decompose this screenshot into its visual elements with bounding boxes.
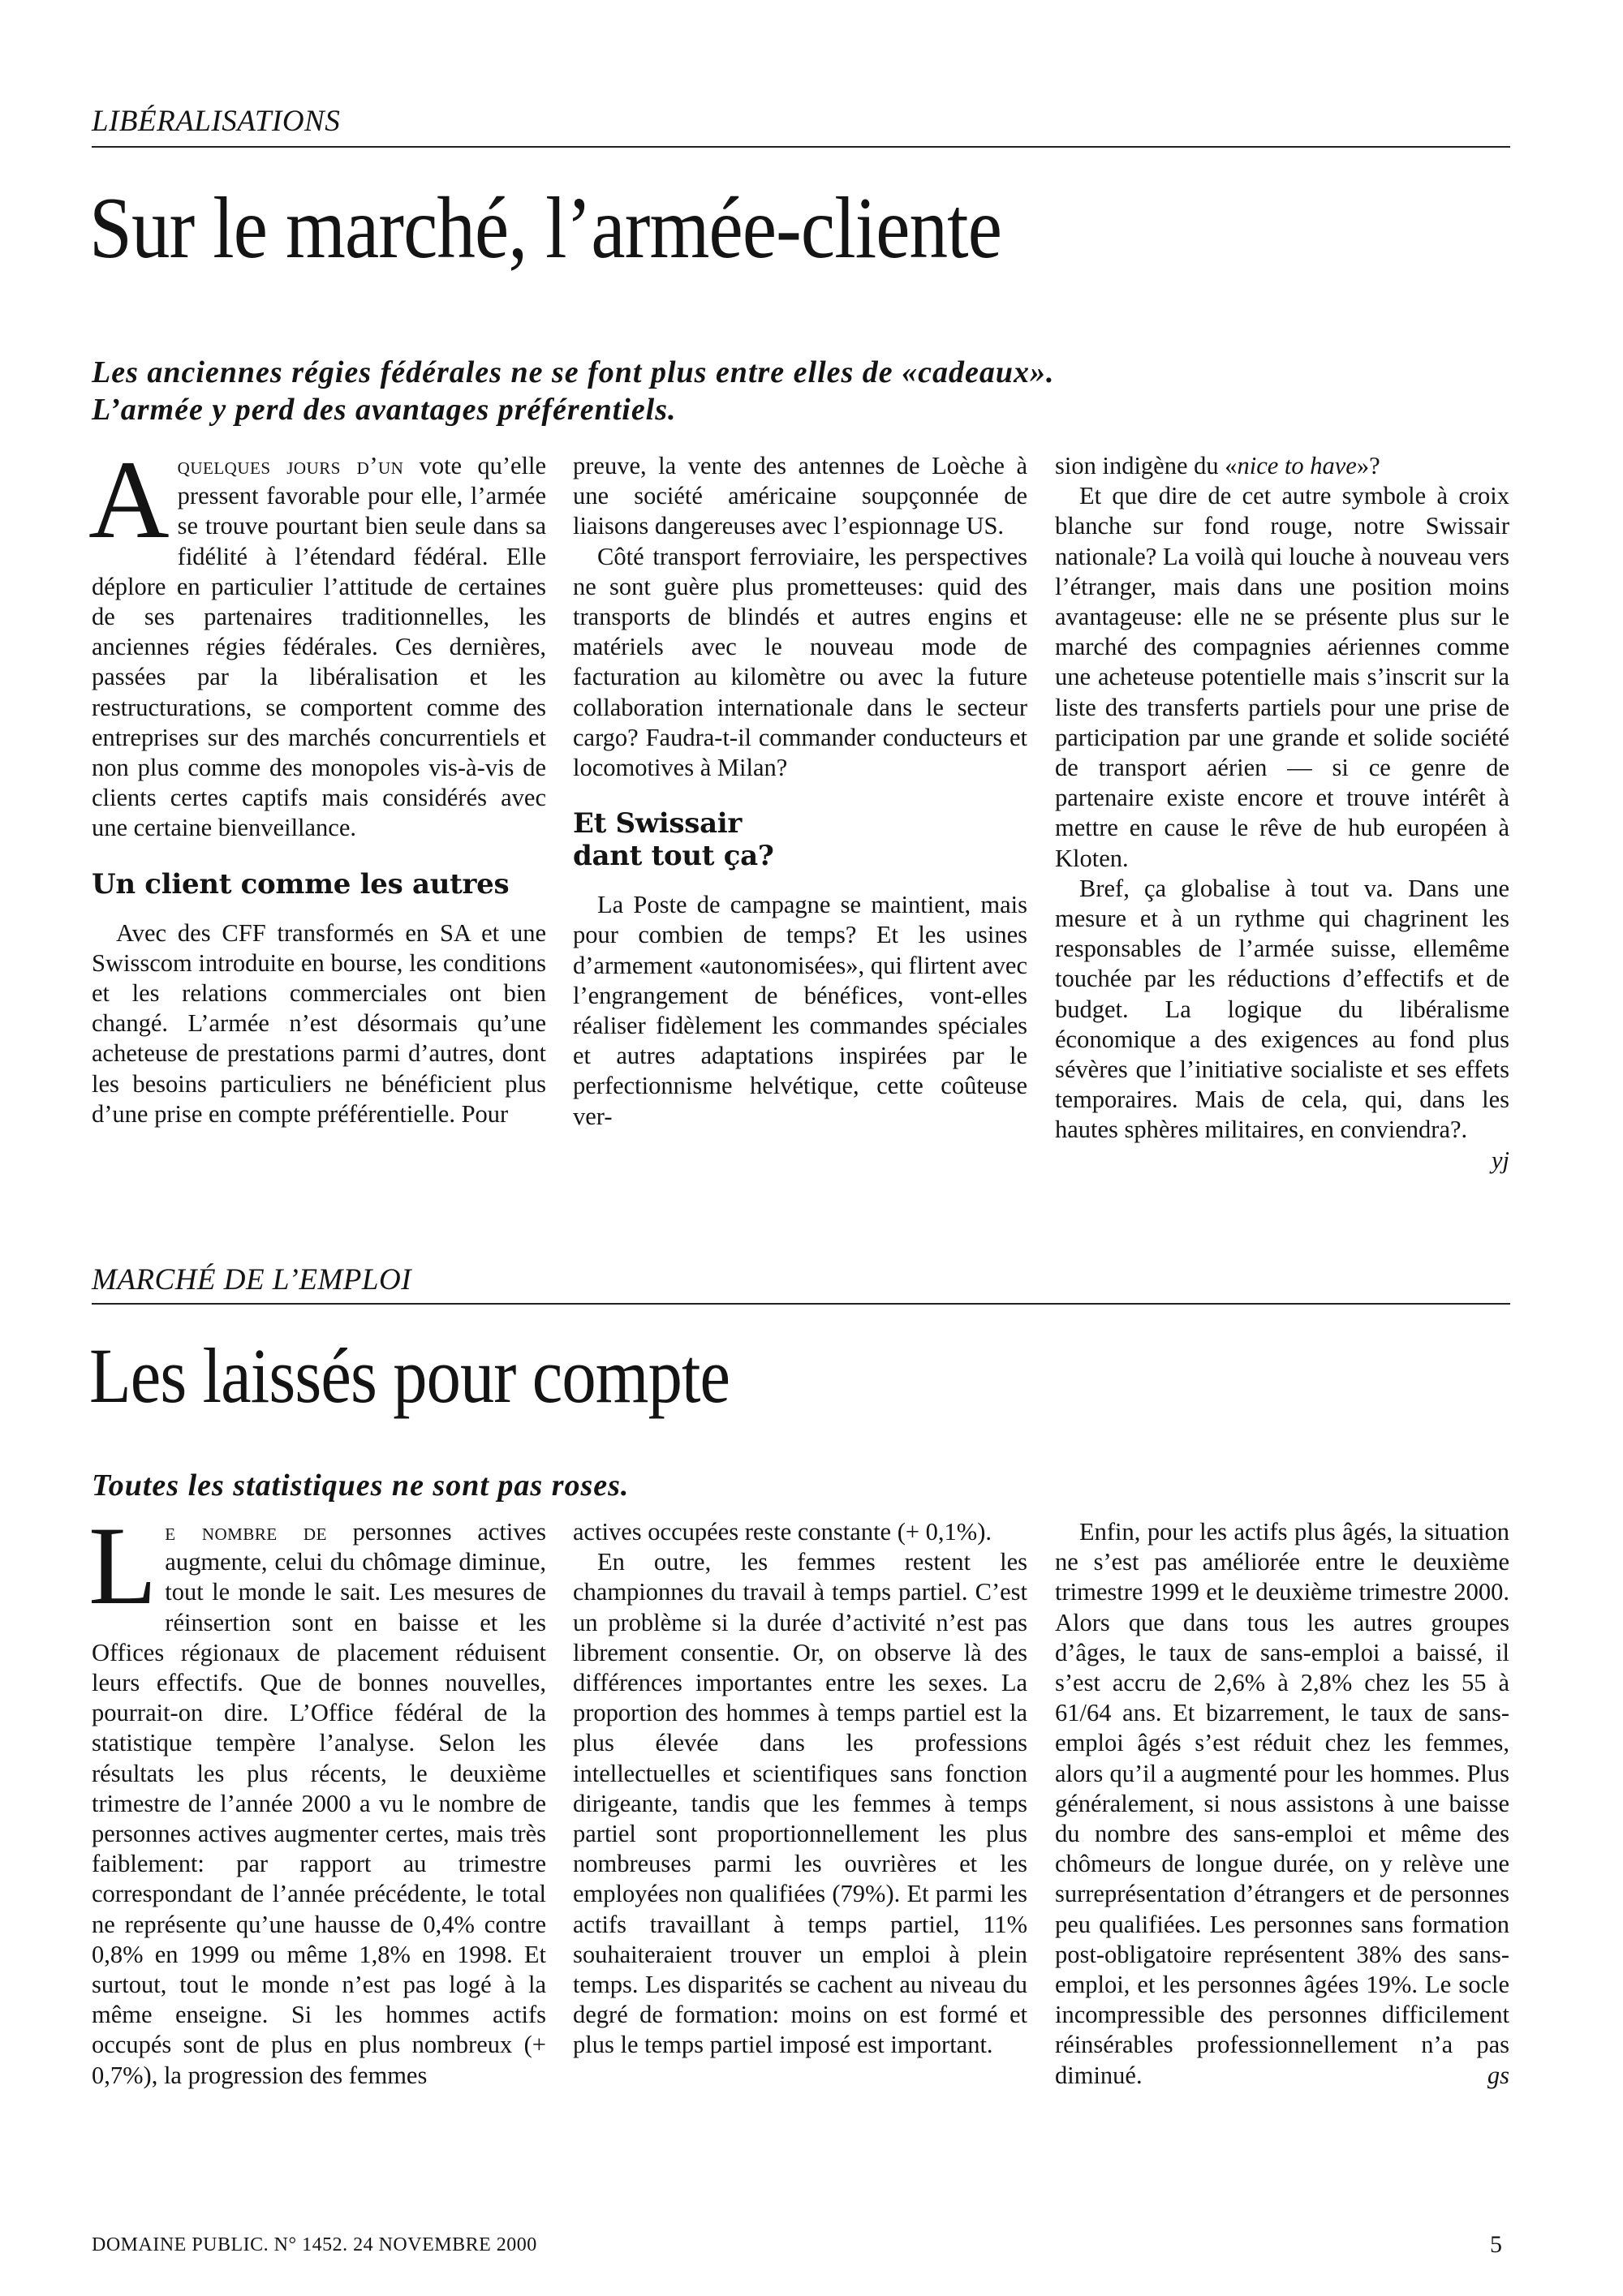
lead-smallcaps: e nombre de — [165, 1518, 327, 1546]
article-column-2 — [573, 451, 1027, 1132]
paragraph-text: Enfin, pour les actifs plus âgés, la situation ne s’est pas améliorée entre le deuxième trimestre 1999 et le deuxième trimestre 2000. Alors que dans tous les autres groupes d’âges, le taux de sans-emploi a baissé, il s’est accru de 2,6% à 2,8% chez les 55 à 61/64 ans. Et bizarrement, le taux de sans-emploi âgés s’est réduit chez les femmes, alors qu’il a augmenté pour les hommes. Plus généralement, si nous assistons à une baisse du nombre des sans-emploi et même des chômeurs de longue durée, on y relève une surreprésentation d’étrangers et de personnes peu qualifiées. Les personnes sans formation post-obligatoire représentent 38% des sans-emploi, et les personnes âgées 19%. Le socle incompressible des personnes difficilement réinsérables professionnellement n’a pas diminué. — [1055, 1518, 1509, 2089]
drop-cap: A — [88, 437, 170, 561]
lead-paragraph — [88, 1503, 546, 2091]
paragraph-text: vote qu’elle pressent favorable pour elle, l’armée se trouve pourtant bien seule dans sa fidélité à l’étendard fédéral. Elle déplore en particulier l’attitude de certaines de ses partenaires traditionnelles, les anciennes régies fédérales. Ces dernières, passées par la libéralisation et les restructurations, se comportent comme des entreprises sur des marchés concurrentiels et non plus comme des monopoles vis-à-vis de clients certes captifs mais considérés avec une certaine bienveillance. — [92, 452, 546, 842]
article-column-3 — [1055, 1517, 1509, 2091]
paragraph-text: »? — [1356, 452, 1380, 479]
article-column-1 — [88, 437, 546, 1129]
paragraph: Et que dire de cet autre symbole à croix blanche sur fond rouge, notre Swissair nationale? La voilà qui louche à nouveau vers l’étranger, mais dans une position moins avantageuse: elle ne se présente plus sur le marché des compagnies aériennes comme une acheteuse potentielle mais s’inscrit sur la liste des transferts partiels pour une prise de participation par une grande et solide société de transport aérien — si ce genre de partenaire existe encore et trouve intérêt à mettre en cause le rêve de hub européen à Kloten. — [1055, 482, 1509, 872]
article-column-1 — [88, 1503, 546, 2091]
standfirst-line: L’armée y perd des avantages préférentiels. — [92, 393, 677, 427]
article-standfirst: Toutes les statistiques ne sont pas roses. — [92, 1468, 630, 1503]
lead-paragraph — [88, 437, 546, 844]
standfirst-line: Les anciennes régies fédérales ne se font plus entre elles de «cadeaux». — [92, 355, 1055, 389]
paragraph: preuve, la vente des antennes de Loèche à une société américaine soupçonnée de liaisons dangereuses avec l’espionnage US. — [573, 452, 1027, 540]
subheading-line: Et Swissair — [573, 807, 743, 841]
publication-footer: DOMAINE PUBLIC. N° 1452. 24 NOVEMBRE 2000 — [92, 2234, 537, 2255]
paragraph-text: sion indigène du « — [1055, 452, 1238, 479]
page-number: 5 — [1490, 2231, 1502, 2258]
article-column-2 — [573, 1517, 1027, 2061]
section-rule — [92, 146, 1510, 148]
section-kicker: MARCHÉ DE L’EMPLOI — [92, 1263, 412, 1296]
section-kicker: LIBÉRALISATIONS — [92, 105, 341, 138]
drop-cap: L — [88, 1503, 157, 1627]
article-headline: Sur le marché, l’armée-cliente — [89, 180, 1002, 277]
article-column-3 — [1055, 451, 1509, 1176]
paragraph: La Poste de campagne se maintient, mais pour combien de temps? Et les usines d’armement «autonomisées», qui flirtent avec l’engrangement de bénéfices, vont-elles réaliser fidèlement les commandes spéciales et autres adaptations inspirées par le perfectionnisme helvétique, cette coûteuse ver- — [573, 891, 1027, 1130]
article-headline: Les laissés pour compte — [89, 1332, 730, 1419]
paragraph — [1055, 451, 1509, 481]
paragraph — [1055, 1517, 1509, 2091]
paragraph-text: personnes actives augmente, celui du chômage diminue, tout le monde le sait. Les mesures de réinsertion sont en baisse et les Offices régionaux de placement réduisent leurs effectifs. Que de bonnes nouvelles, pourrait-on dire. L’Office fédéral de la statistique tempère l’analyse. Selon les résultats les plus récents, le deuxième trimestre de l’année 2000 a vu le nombre de personnes actives augmenter certes, mais très faiblement: par rapport au trimestre correspondant de l’année précédente, le total ne représente qu’une hausse de 0,4% contre 0,8% en 1999 ou même 1,8% en 1998. Et surtout, tout le monde n’est pas logé à la même enseigne. Si les hommes actifs occupés sont de plus en plus nombreux (+ 0,7%), la progression des femmes — [92, 1518, 546, 2089]
subheading-line: dant tout ça? — [573, 840, 774, 873]
article-standfirst — [92, 354, 1520, 428]
paragraph: Côté transport ferroviaire, les perspectives ne sont guère plus prometteuses: quid des transports de blindés et autres engins et matériels avec le nouveau mode de facturation au kilomètre ou avec la future collaboration internationale dans le secteur cargo? Faudra-t-il commander conducteurs et locomotives à Milan? — [573, 542, 1027, 782]
subheading — [573, 807, 1027, 872]
paragraph-text: Bref, ça globalise à tout va. Dans une mesure et à un rythme qui chagrinent les responsables de l’armée suisse, ellemême touchée par les réductions d’effectifs et de budget. La logique du libéralisme économique a des exigences au fond plus sévères que l’initiative socialiste et ses effets temporaires. Mais de cela, qui, dans les hautes sphères militaires, en conviendra?. — [1055, 874, 1509, 1144]
paragraph: En outre, les femmes restent les championnes du travail à temps partiel. C’est un problème si la durée d’activité n’est pas librement consentie. Or, on observe là des différences importantes entre les sexes. La proportion des hommes à temps partiel est la plus élevée dans les professions intellectuelles et scientifiques sans fonction dirigeante, tandis que les femmes à temps partiel sont proportionnellement les plus nombreuses parmi les ouvrières et les employées non qualifiées (79%). Et parmi les actifs travaillant à temps partiel, 11% souhaiteraient trouver un emploi à plein temps. Les disparités se cachent au niveau du degré de formation: moins on est formé et plus le temps partiel imposé est important. — [573, 1548, 1027, 2059]
author-signature: gs — [1487, 2061, 1509, 2089]
subheading: Un client comme les autres — [92, 867, 510, 901]
lead-smallcaps: quelques jours d’un — [177, 452, 404, 479]
paragraph: Avec des CFF transformés en SA et une Swisscom introduite en bourse, les conditions et les relations commerciales ont bien changé. L’armée n’est désormais qu’une acheteuse de prestations parmi d’autres, dont les besoins particuliers ne bénéficient plus d’une prise en compte préférentielle. Pour — [92, 918, 546, 1128]
paragraph: actives occupées reste constante (+ 0,1%). — [573, 1518, 992, 1546]
paragraph — [1055, 874, 1509, 1174]
italic-phrase: nice to have — [1237, 452, 1357, 479]
section-rule — [92, 1303, 1510, 1305]
author-signature: yj — [1491, 1146, 1509, 1174]
